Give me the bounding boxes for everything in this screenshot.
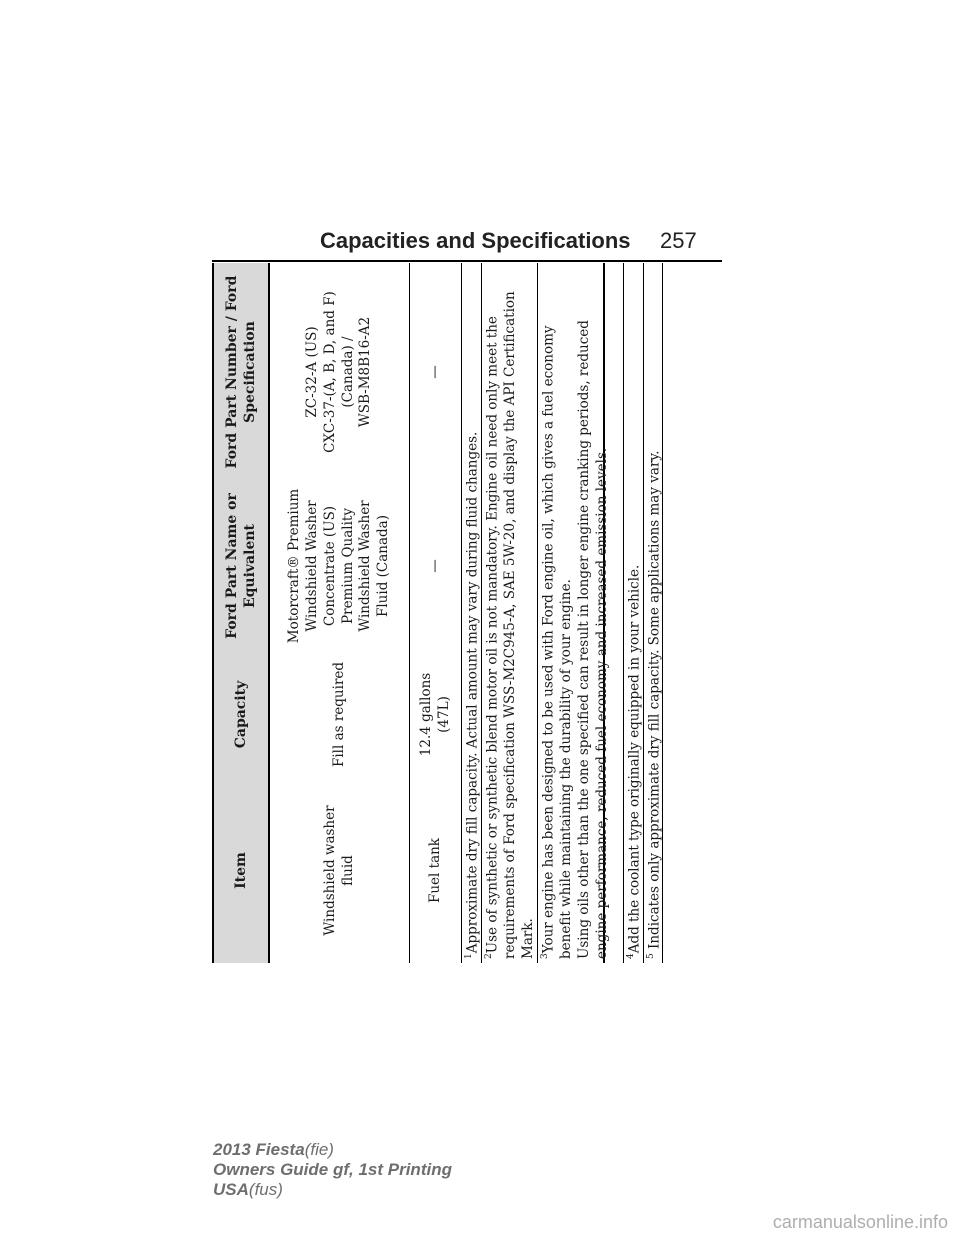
cell-line: CXC-37-(A, B, D, and F) [321, 291, 338, 453]
footnote-line: Your engine has been designed to be used with Ford engine oil, which gives a fuel economy [540, 325, 557, 954]
footer-edition: Owners Guide gf, 1st Printing [213, 1160, 452, 1179]
footnote-mark: 3 [540, 953, 550, 959]
page-number: 257 [660, 228, 697, 253]
cell-line: Motorcraft® Premium [286, 488, 303, 644]
footnote [482, 263, 538, 963]
column-header-part-number: Ford Part Number / Ford Specification [223, 275, 258, 469]
footnote [644, 263, 663, 963]
footnote-line: Approximate dry fill capacity. Actual amount may vary during fluid changes. [464, 431, 481, 954]
cell-line: Concentrate (US) [321, 505, 338, 627]
footnote-line: requirements of Ford specification WSS-M2C945-A, SAE 5W-20, and display the API Certification [502, 291, 519, 959]
cell-line: Fill as required [330, 661, 347, 768]
cell-line: — [426, 365, 443, 379]
cell-part-number [270, 263, 409, 481]
cell-line: (Canada) / [339, 336, 356, 408]
footnote-line: Add the coolant type originally equipped in your vehicle. [626, 564, 643, 954]
cell-line: ZC-32-A (US) [303, 326, 320, 418]
cell-line: — [426, 559, 443, 573]
cell-line: Windshield washer [321, 805, 338, 936]
column-header-item: Item [232, 852, 249, 889]
footnote-mark: 1 [464, 953, 474, 959]
cell-line: (47L) [435, 696, 452, 733]
footnote-mark: 4 [626, 953, 636, 959]
footnote [538, 263, 624, 963]
cell-part-name [270, 481, 409, 651]
column-header-part-name: Ford Part Name or Equivalent [223, 493, 258, 639]
print-footer [213, 1140, 452, 1200]
page-title: Capacities and Specifications [320, 228, 631, 253]
cell-item [270, 778, 409, 963]
cell-line: Windshield Washer [303, 500, 320, 632]
footer-model-code: (fie) [304, 1140, 334, 1159]
capacities-table [212, 263, 663, 963]
footnote-line: engine performance, reduced fuel economy and increased emission levels. [593, 447, 610, 959]
spec-table-wrapper [212, 263, 663, 963]
table-header [214, 263, 270, 963]
cell-line: Premium Quality [339, 508, 356, 624]
header-rule [212, 260, 722, 262]
footnote [462, 263, 482, 963]
cell-line: Fuel tank [426, 838, 443, 904]
cell-part-number [410, 263, 461, 481]
footer-region: USA [213, 1180, 249, 1199]
footnote-line: Indicates only approximate dry fill capacity. Some applications may vary. [646, 450, 663, 954]
cell-line: fluid [339, 855, 356, 886]
watermark: carmanualsonline.info [772, 1212, 948, 1232]
footnote-line: benefit while maintaining the durability of your engine. [558, 579, 575, 959]
cell-line: WSB-M8B16-A2 [357, 316, 374, 428]
cell-line: Fluid (Canada) [375, 515, 392, 617]
footer-model: 2013 Fiesta [213, 1140, 305, 1159]
table-row [410, 263, 462, 963]
footnote-line: Mark. [520, 918, 537, 959]
cell-capacity [410, 651, 461, 778]
table-row [270, 263, 410, 963]
footnote [624, 263, 644, 963]
cell-item [410, 778, 461, 963]
column-header-capacity: Capacity [232, 680, 249, 749]
footer-region-code: (fus) [248, 1180, 283, 1199]
footnote-mark: 5 [646, 953, 656, 959]
cell-line: Windshield Washer [357, 500, 374, 632]
footnote-mark: 2 [484, 953, 494, 959]
cell-capacity [270, 651, 409, 778]
footnote-line: Using oils other than the one specified can result in longer engine cranking periods, reduced [576, 320, 593, 959]
cell-part-name [410, 481, 461, 651]
footnote-line: Use of synthetic or synthetic blend motor oil is not mandatory. Engine oil need only meet the [484, 316, 501, 954]
cell-line: 12.4 gallons [417, 672, 434, 757]
